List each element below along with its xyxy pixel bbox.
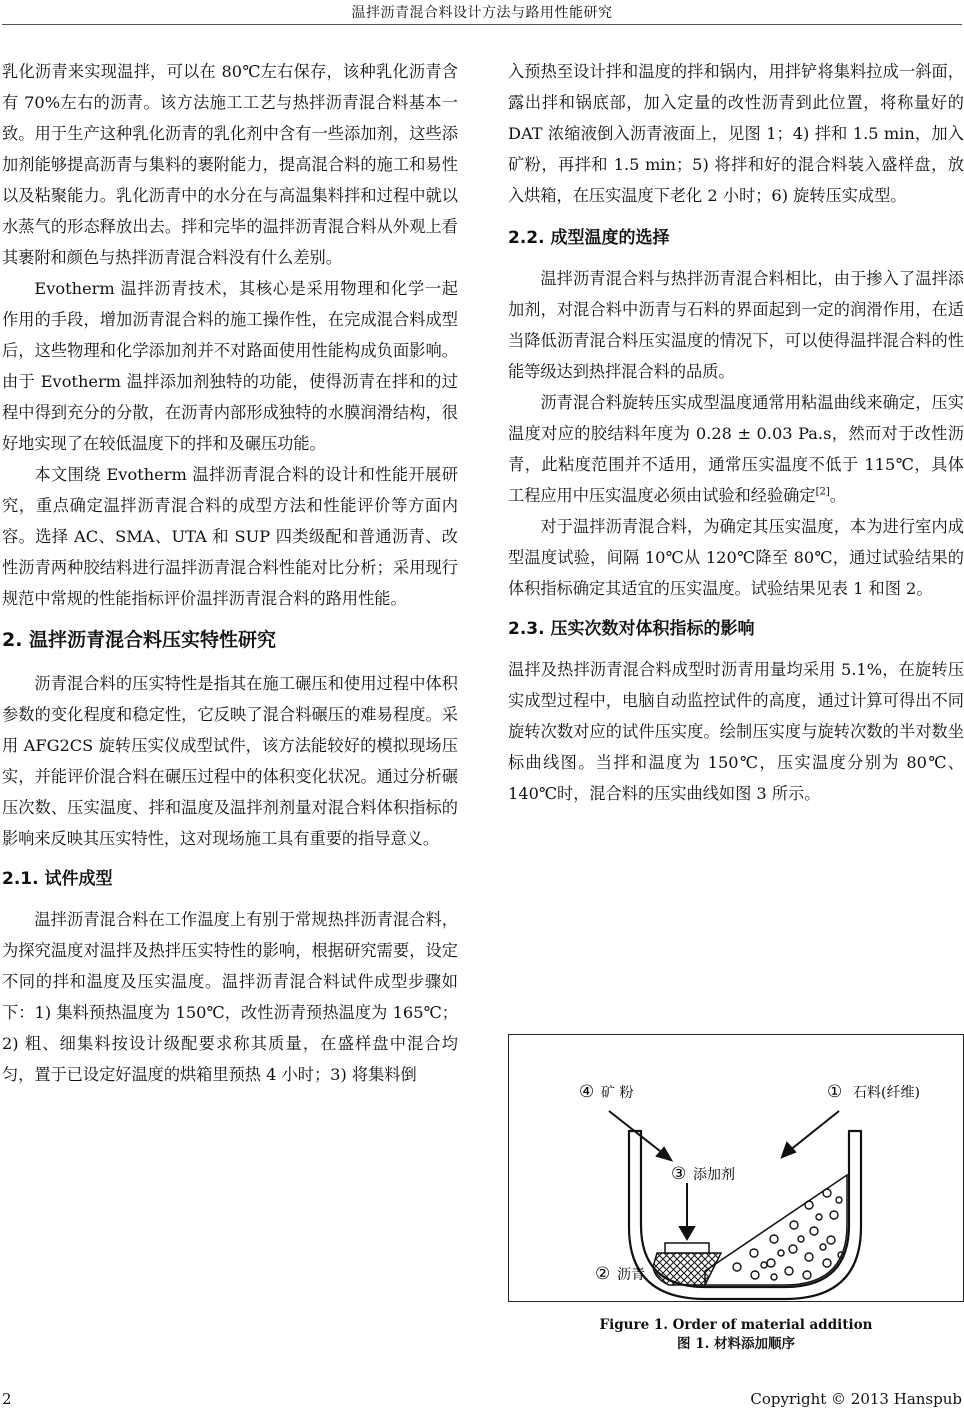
page-number: 2 <box>2 1390 12 1408</box>
aggregate-slope <box>705 1175 847 1285</box>
figure-1-caption <box>508 1316 964 1354</box>
right-paragraph-3-text: 沥青混合料旋转压实成型温度通常用粘温曲线来确定，压实温度对应的胶结料年度为 0.28 ± 0.03 Pa.s，然而对于改性沥青，此粘度范围并不适用，通常压实温度不低于 115℃，具体工程应用中压实温度必须由试验和经验确定 <box>508 393 964 505</box>
mixing-pot-diagram <box>509 1035 963 1301</box>
num-asphalt: ② <box>595 1264 611 1284</box>
left-column <box>2 56 458 1090</box>
figure-1-box <box>508 1034 964 1302</box>
right-paragraph-5: 温拌及热拌沥青混合料成型时沥青用量均采用 5.1%，在旋转压实成型过程中，电脑自动监控试件的高度，通过计算可得出不同旋转次数对应的试件压实度。绘制压实度与旋转次数的半对数坐标曲线图。当拌和温度为 150℃，压实温度分别为 80℃、140℃时，混合料的压实曲线如图 3 所示。 <box>508 660 964 803</box>
running-head-title: 温拌沥青混合料设计方法与路用性能研究 <box>351 5 613 21</box>
right-column <box>508 56 964 809</box>
left-paragraph-4: 沥青混合料的压实特性是指其在施工碾压和使用过程中体积参数的变化程度和稳定性，它反映了混合料碾压的难易程度。采用 AFG2CS 旋转压实仪成型试件，该方法能较好的模拟现场压实，并能评价混合料在碾压过程中的体积变化状况。通过分析碾压次数、压实温度、拌和温度及温拌剂剂量对混合料体积指标的影响来反映其压实特性，这对现场施工具有重要的指导意义。 <box>2 674 458 848</box>
left-paragraph-5: 温拌沥青混合料在工作温度上有别于常规热拌沥青混合料，为探究温度对温拌及热拌压实特性的影响，根据研究需要，设定不同的拌和温度及压实温度。温拌沥青混合料试件成型步骤如下：1) 集料预热温度为 150℃，改性沥青预热温度为 165℃；2) 粗、细集料按设计级配要求称其质量，在盛样盘中混合均匀，置于已设定好温度的烘箱里预热 4 小时；3) 将集料倒 <box>2 910 458 1084</box>
section-2-1-heading: 2.1. 试件成型 <box>2 869 113 889</box>
right-paragraph-4: 对于温拌沥青混合料，为确定其压实温度，本为进行室内成型温度试验，间隔 10℃从 120℃降至 80℃，通过试验结果的体积指标确定其适宜的压实温度。试验结果见表 1 和图 2。 <box>508 517 964 598</box>
header-rule <box>2 24 962 25</box>
right-paragraph-2: 温拌沥青混合料与热拌沥青混合料相比，由于掺入了温拌添加剂，对混合料中沥青与石料的界面起到一定的润滑作用，在适当降低沥青混合料压实温度的情况下，可以使得温拌混合料的性能等级达到热拌混合料的品质。 <box>508 269 964 381</box>
citation-ref: [2] <box>815 486 830 498</box>
additive-layer <box>665 1243 709 1253</box>
figure-1-caption-en: Figure 1. Order of material addition <box>599 1317 873 1333</box>
copyright-notice: Copyright © 2013 Hanspub <box>750 1390 962 1408</box>
left-paragraph-3: 本文围绕 Evotherm 温拌沥青混合料的设计和性能开展研究，重点确定温拌沥青混合料的成型方法和性能评价等方面内容。选择 AC、SMA、UTA 和 SUP 四类级配和普通沥青、改性沥青两种胶结料进行温拌沥青混合料性能对比分析；采用现行规范中常规的性能指标评价温拌沥青混合料的路用性能。 <box>2 465 458 608</box>
label-stone: 石料(纤维) <box>853 1085 920 1101</box>
section-2-2-heading: 2.2. 成型温度的选择 <box>508 228 670 248</box>
label-asphalt: 沥青 <box>617 1267 645 1283</box>
right-paragraph-1: 入预热至设计拌和温度的拌和锅内，用拌铲将集料拉成一斜面，露出拌和锅底部，加入定量的改性沥青到此位置，将称量好的 DAT 浓缩液倒入沥青液面上，见图 1；4) 拌和 1.5 min，加入矿粉，再拌和 1.5 min；5) 将拌和好的混合料装入盛样盘，放入烘箱，在压实温度下老化 2 小时；6) 旋转压实成型。 <box>508 62 964 205</box>
label-additive: 添加剂 <box>693 1167 735 1183</box>
right-paragraph-3 <box>508 387 964 511</box>
left-paragraph-1: 乳化沥青来实现温拌，可以在 80℃左右保存，该种乳化沥青含有 70%左右的沥青。该方法施工工艺与热拌沥青混合料基本一致。用于生产这种乳化沥青的乳化剂中含有一些添加剂，这些添加剂能够提高沥青与集料的裹附能力，提高混合料的施工和易性以及粘聚能力。乳化沥青中的水分在与高温集料拌和过程中就以水蒸气的形态释放出去。拌和完毕的温拌沥青混合料从外观上看其裹附和颜色与热拌沥青混合料没有什么差别。 <box>2 62 458 267</box>
num-stone: ① <box>827 1082 843 1102</box>
num-mineral: ④ <box>579 1082 595 1102</box>
left-paragraph-2: Evotherm 温拌沥青技术，其核心是采用物理和化学一起作用的手段，增加沥青混合料的施工操作性，在完成混合料成型后，这些物理和化学添加剂并不对路面使用性能构成负面影响。由于 Evotherm 温拌添加剂独特的功能，使得沥青在拌和的过程中得到充分的分散，在沥青内部形成独特的水膜润滑结构，很好地实现了在较低温度下的拌和及碾压功能。 <box>2 279 458 453</box>
section-2-3-heading: 2.3. 压实次数对体积指标的影响 <box>508 619 755 639</box>
right-paragraph-3-end: 。 <box>829 486 846 505</box>
section-2-heading: 2. 温拌沥青混合料压实特性研究 <box>2 629 277 651</box>
num-additive: ③ <box>671 1164 687 1184</box>
label-mineral: 矿 粉 <box>601 1085 634 1101</box>
figure-1-caption-cn: 图 1. 材料添加顺序 <box>677 1336 795 1352</box>
